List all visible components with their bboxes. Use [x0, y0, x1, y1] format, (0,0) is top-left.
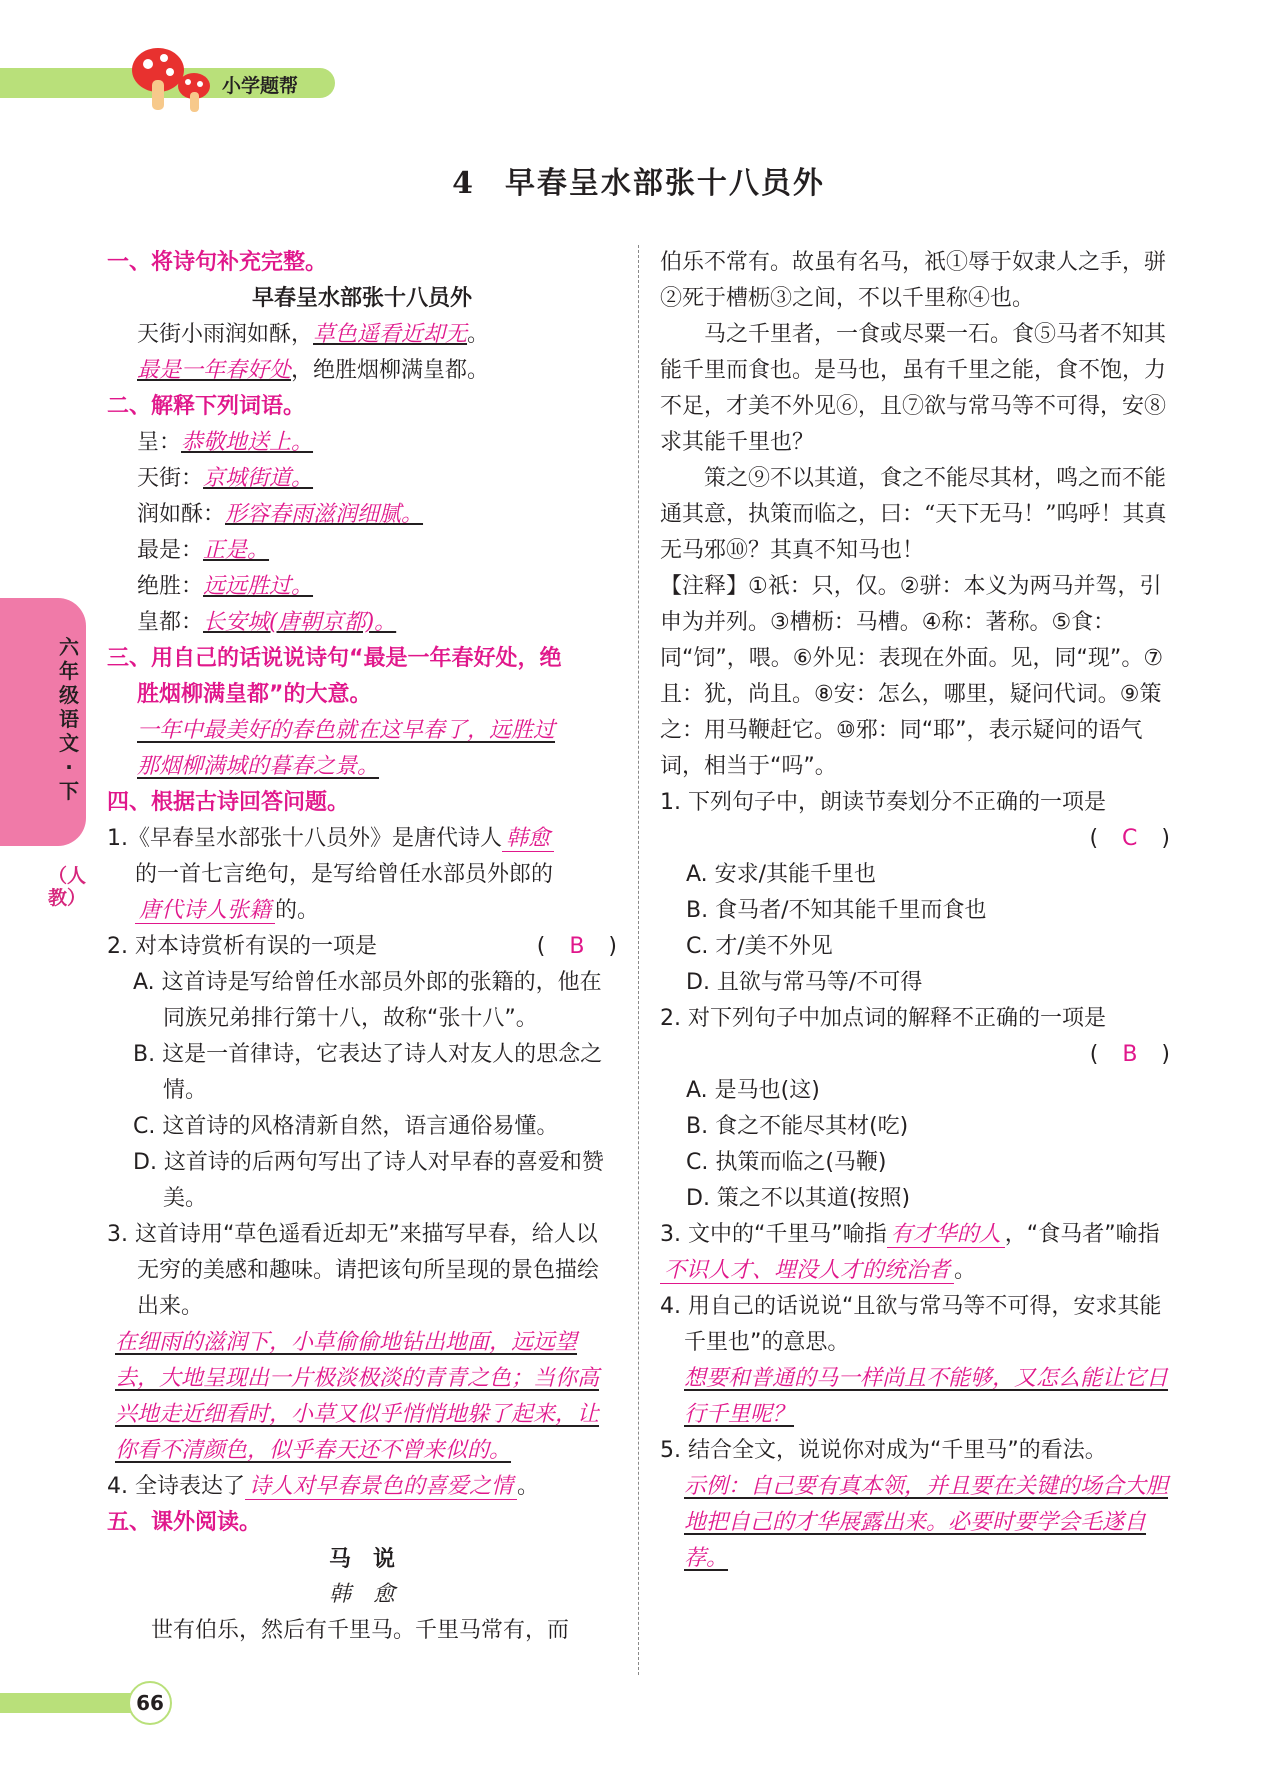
term-answer: 恭敬地送上。 — [181, 430, 314, 455]
choice-answer: C — [1122, 826, 1138, 851]
header-brand: 小学题帮 — [222, 75, 299, 97]
reading-question-4-answer: 想要和普通的马一样尚且不能够，又怎么能让它日行千里呢？ — [684, 1366, 1169, 1427]
page-title — [0, 158, 1277, 202]
essay-author: 韩 愈 — [328, 1582, 395, 1607]
option: A. 是马也(这) — [686, 1078, 820, 1103]
left-column — [107, 245, 617, 1649]
term-word: 润如酥： — [137, 502, 226, 527]
question-1-text: 1.《早春呈水部张十八员外》是唐代诗人 — [107, 826, 502, 851]
annotation-notes: 【注释】①祇：只，仅。②骈：本义为两马并驾，引申为并列。③槽枥：马槽。④称：著称。⑤食：同“饲”，喂。⑥外见：表现在外面。见，同“现”。⑦且：犹，尚且。⑧安：怎么，哪里，疑问代词。⑨策之：用马鞭赶它。⑩邪：同“耶”，表示疑问的语气词，相当于“吗”。 — [660, 574, 1164, 779]
section-1-heading: 一、将诗句补充完整。 — [107, 250, 328, 275]
term-answer: 远远胜过。 — [203, 574, 314, 599]
reading-question-4: 4. 用自己的话说说“且欲与常马等不可得，安求其能千里也”的意思。 — [660, 1294, 1162, 1355]
option: D. 且欲与常马等/不可得 — [686, 970, 923, 995]
question-1-end: 的。 — [275, 898, 320, 923]
reading-question-5: 5. 结合全文，说说你对成为“千里马”的看法。 — [660, 1438, 1107, 1463]
question-3: 3. 这首诗用“草色遥看近却无”来描写早春，给人以无穷的美感和趣味。请把该句所呈现的景色描绘出来。 — [107, 1222, 600, 1319]
section-5-heading: 五、课外阅读。 — [107, 1510, 262, 1535]
lesson-title: 早春呈水部张十八员外 — [504, 166, 825, 201]
reading-question-1: 1. 下列句子中，朗读节奏划分不正确的一项是 — [660, 790, 1106, 815]
question-2-text: 2. 对本诗赏析有误的一项是 — [107, 934, 377, 959]
section-3-heading-2: 胜烟柳满皇都”的大意。 — [137, 682, 372, 707]
poem-line-1-end: 。 — [467, 322, 490, 347]
column-divider — [638, 245, 639, 1675]
poem-line-1 — [107, 317, 617, 353]
question-text: ，“食马者”喻指 — [1004, 1222, 1160, 1247]
option: D. 这首诗的后两句写出了诗人对早春的喜爱和赞美。 — [133, 1150, 604, 1211]
question-4-end: 。 — [517, 1474, 540, 1499]
term-row — [107, 425, 617, 461]
side-tab-grade: 六年级语文·下 — [59, 635, 79, 803]
term-row — [107, 569, 617, 605]
answer-blank: 有才华的人 — [887, 1222, 1005, 1248]
passage-paragraph-1: 伯乐不常有。故虽有名马，祇①辱于奴隶人之手，骈②死于槽枥③之间，不以千里称④也。 — [660, 250, 1167, 311]
term-word: 呈： — [137, 430, 182, 455]
poem-line-2-text: ，绝胜烟柳满皇都。 — [291, 358, 490, 383]
answer-blank: 不识人才、埋没人才的统治者 — [660, 1258, 954, 1284]
poem-title: 早春呈水部张十八员外 — [251, 286, 472, 311]
option: B. 这是一首律诗，它表达了诗人对友人的思念之情。 — [133, 1042, 603, 1103]
choice-answer: B — [1122, 1042, 1138, 1067]
mushroom-icon — [128, 40, 218, 120]
question-4-text: 4. 全诗表达了 — [107, 1474, 245, 1499]
term-row — [107, 461, 617, 497]
option: A. 安求/其能千里也 — [686, 862, 877, 887]
term-answer: 京城街道。 — [203, 466, 314, 491]
choice-bracket: ( B ) — [536, 934, 617, 959]
term-word: 天街： — [137, 466, 204, 491]
section-4-heading: 四、根据古诗回答问题。 — [107, 790, 350, 815]
answer-blank: 诗人对早春景色的喜爱之情 — [245, 1474, 517, 1500]
answer-blank: 韩愈 — [502, 826, 554, 852]
question-3-answer: 在细雨的滋润下，小草偷偷地钻出地面，远远望去，大地呈现出一片极淡极淡的青青之色；当你高兴地走近细看时，小草又似乎悄悄地躲了起来，让你看不清颜色，似乎春天还不曾来似的。 — [115, 1330, 600, 1463]
term-row — [107, 533, 617, 569]
poem-line-2 — [107, 353, 617, 389]
answer-blank: 草色遥看近却无 — [313, 322, 468, 347]
question-end: 。 — [954, 1258, 977, 1283]
term-word: 皇都： — [137, 610, 204, 635]
choice-answer: B — [569, 934, 585, 959]
side-tab-edition: （人教） — [48, 865, 87, 909]
question-4 — [107, 1469, 617, 1505]
term-row — [107, 605, 617, 641]
term-answer: 形容春雨滋润细腻。 — [225, 502, 424, 527]
option: C. 才/美不外见 — [686, 934, 833, 959]
poem-line-1-text: 天街小雨润如酥， — [137, 322, 314, 347]
reading-question-3 — [660, 1217, 1170, 1289]
term-answer: 正是。 — [203, 538, 270, 563]
page-number: 66 — [128, 1681, 172, 1725]
passage-start: 世有伯乐，然后有千里马。千里马常有，而 — [151, 1618, 570, 1643]
term-word: 最是： — [137, 538, 204, 563]
option: B. 食之不能尽其材(吃) — [686, 1114, 909, 1139]
passage-paragraph-3: 策之⑨不以其道，食之不能尽其材，鸣之而不能通其意，执策而临之，曰：“天下无马！”呜呼！其真无马邪⑩？其真不知马也！ — [660, 466, 1167, 563]
reading-question-5-answer: 示例：自己要有真本领，并且要在关键的场合大胆地把自己的才华展露出来。必要时要学会毛遂自荐。 — [684, 1474, 1169, 1571]
footer-band — [0, 1693, 140, 1713]
option: C. 执策而临之(马鞭) — [686, 1150, 887, 1175]
term-row — [107, 497, 617, 533]
section-3-answer-1: 一年中最美好的春色就在这早春了，远胜过 — [137, 718, 556, 743]
question-text: 3. 文中的“千里马”喻指 — [660, 1222, 887, 1247]
answer-blank: 唐代诗人张籍 — [135, 898, 275, 924]
essay-title: 马 说 — [328, 1546, 395, 1572]
question-2 — [107, 929, 617, 965]
reading-question-2: 2. 对下列句子中加点词的解释不正确的一项是 — [660, 1006, 1106, 1031]
lesson-number: 4 — [452, 166, 475, 201]
question-1 — [107, 821, 617, 857]
right-column — [660, 245, 1170, 1577]
term-word: 绝胜： — [137, 574, 204, 599]
option: C. 这首诗的风格清新自然，语言通俗易懂。 — [133, 1114, 559, 1139]
section-3-answer-2: 那烟柳满城的暮春之景。 — [137, 754, 380, 779]
term-answer: 长安城(唐朝京都)。 — [203, 610, 397, 635]
option: D. 策之不以其道(按照) — [686, 1186, 911, 1211]
question-1-line-3 — [107, 893, 617, 929]
question-1-line-2: 的一首七言绝句，是写给曾任水部员外郎的 — [135, 862, 554, 887]
section-2-heading: 二、解释下列词语。 — [107, 394, 306, 419]
option: B. 食马者/不知其能千里而食也 — [686, 898, 987, 923]
passage-paragraph-2: 马之千里者，一食或尽粟一石。食⑤马者不知其能千里而食也。是马也，虽有千里之能，食不饱，力不足，才美不外见⑥，且⑦欲与常马等不可得，安⑧求其能千里也？ — [660, 322, 1167, 455]
section-3-heading-1: 三、用自己的话说说诗句“最是一年春好处，绝 — [107, 646, 562, 671]
choice-bracket: ( C ) — [1089, 826, 1170, 851]
answer-blank: 最是一年春好处 — [137, 358, 292, 383]
option: A. 这首诗是写给曾任水部员外郎的张籍的，他在同族兄弟排行第十八，故称“张十八”。 — [133, 970, 602, 1031]
choice-bracket: ( B ) — [1089, 1042, 1170, 1067]
